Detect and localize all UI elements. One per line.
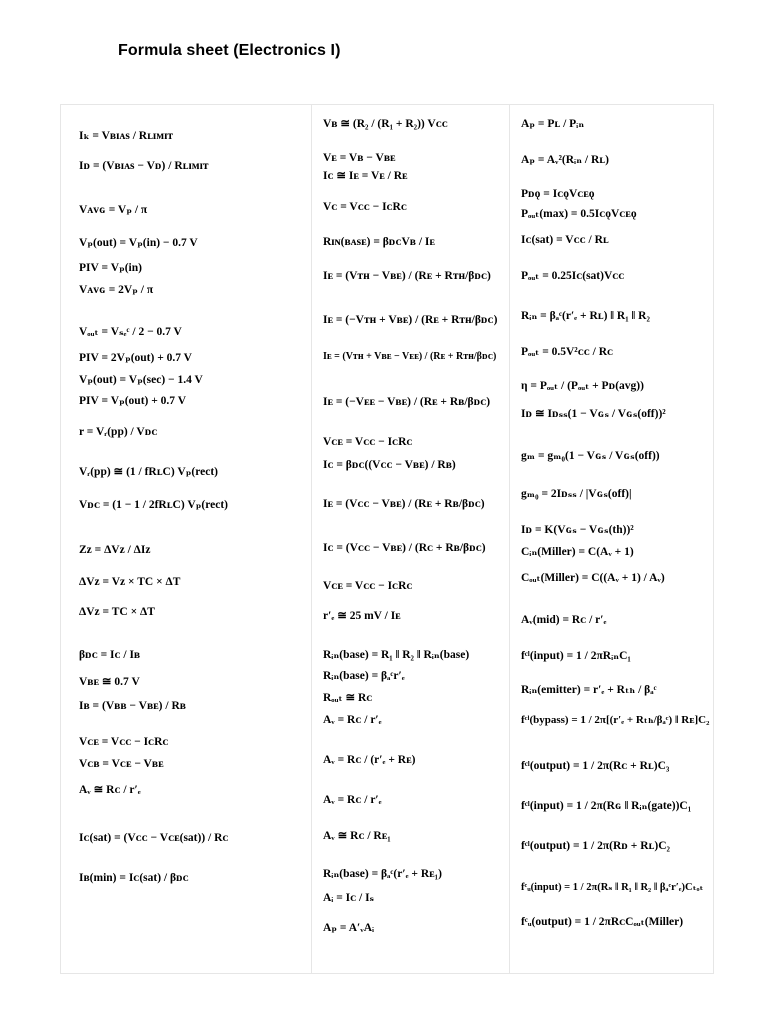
formula-3-6: Pₒᵤₜ = 0.25Iᴄ(sat)Vᴄᴄ xyxy=(521,270,625,282)
formula-3-5: Iᴄ(sat) = Vᴄᴄ / Rʟ xyxy=(521,234,609,246)
formula-2-16: Rᵢₙ(base) = R₁ ‖ R₂ ‖ Rᵢₙ(base) xyxy=(323,649,470,661)
formula-1-17: βᴅᴄ = Iᴄ / Iʙ xyxy=(79,649,141,661)
formula-1-14: Zᴢ = ΔVᴢ / ΔIᴢ xyxy=(79,544,151,556)
formula-2-13: Iᴄ = (Vᴄᴄ − Vʙᴇ) / (Rᴄ + Rʙ/βᴅᴄ) xyxy=(323,542,486,554)
formula-1-18: Vʙᴇ ≅ 0.7 V xyxy=(79,676,140,688)
formula-2-6: Iᴇ = (Vᴛʜ − Vʙᴇ) / (Rᴇ + Rᴛʜ/βᴅᴄ) xyxy=(323,270,491,282)
formula-2-3: Iᴄ ≅ Iᴇ = Vᴇ / Rᴇ xyxy=(323,170,408,182)
formula-3-12: gₘ₀ = 2Iᴅₛₛ / |Vɢₛ(off)| xyxy=(521,488,632,500)
formula-2-2: Vᴇ = Vʙ − Vʙᴇ xyxy=(323,152,396,164)
formula-3-7: Rᵢₙ = βₐᶜ(r′ₑ + Rʟ) ‖ R₁ ‖ R₂ xyxy=(521,310,650,322)
formula-3-21: fᶜˡ(input) = 1 / 2π(Rɢ ‖ Rᵢₙ(gate))C₁ xyxy=(521,800,692,812)
formula-3-9: η = Pₒᵤₜ / (Pₒᵤₜ + Pᴅ(avg)) xyxy=(521,380,644,392)
formula-2-9: Iᴇ = (−Vᴇᴇ − Vʙᴇ) / (Rᴇ + Rʙ/βᴅᴄ) xyxy=(323,396,491,408)
formula-3-19: fᶜˡ(bypass) = 1 / 2π[(r′ₑ + Rₜₕ/βₐᶜ) ‖ Rᴇ]C₂ xyxy=(521,714,710,726)
formula-2-22: Aᵥ ≅ Rᴄ / Rᴇ₁ xyxy=(323,830,391,842)
formula-2-23: Rᵢₙ(base) = βₐᶜ(r′ₑ + Rᴇ₁) xyxy=(323,868,442,880)
formula-3-24: fᶜᵤ(output) = 1 / 2πRᴄCₒᵤₜ(Miller) xyxy=(521,916,684,928)
formula-2-21: Aᵥ = Rᴄ / r′ₑ xyxy=(323,794,382,806)
formula-3-8: Pₒᵤₜ = 0.5V²ᴄᴄ / Rᴄ xyxy=(521,346,614,358)
formula-1-2: Iᴅ = (Vʙɪᴀs − Vᴅ) / Rʟɪᴍɪᴛ xyxy=(79,160,209,172)
formula-3-1: Aₚ = Pʟ / Pᵢₙ xyxy=(521,118,585,130)
page-title: Formula sheet (Electronics I) xyxy=(118,42,341,59)
formula-3-20: fᶜˡ(output) = 1 / 2π(Rᴄ + Rʟ)C₃ xyxy=(521,760,670,772)
formula-column-3 xyxy=(509,105,715,973)
formula-1-13: Vᴅᴄ = (1 − 1 / 2fRʟC) Vₚ(rect) xyxy=(79,499,228,511)
formula-3-2: Aₚ = Aᵥ²(Rᵢₙ / Rʟ) xyxy=(521,154,609,166)
formula-1-23: Iᴄ(sat) = (Vᴄᴄ − Vᴄᴇ(sat)) / Rᴄ xyxy=(79,832,229,844)
formula-1-22: Aᵥ ≅ Rᴄ / r′ₑ xyxy=(79,784,141,796)
formula-3-3: Pᴅǫ = IᴄǫVᴄᴇǫ xyxy=(521,188,595,200)
formula-2-18: Rₒᵤₜ ≅ Rᴄ xyxy=(323,692,373,704)
formula-1-12: Vᵣ(pp) ≅ (1 / fRʟC) Vₚ(rect) xyxy=(79,466,218,478)
formula-1-16: ΔVᴢ = TC × ΔT xyxy=(79,606,155,618)
formula-1-21: Vᴄʙ = Vᴄᴇ − Vʙᴇ xyxy=(79,758,164,770)
formula-1-6: Vᴀᴠɢ = 2Vₚ / π xyxy=(79,284,154,296)
formula-1-3: Vᴀᴠɢ = Vₚ / π xyxy=(79,204,148,216)
formula-2-14: Vᴄᴇ = Vᴄᴄ − IᴄRᴄ xyxy=(323,580,413,592)
formula-table xyxy=(60,104,714,974)
formula-1-9: Vₚ(out) = Vₚ(sec) − 1.4 V xyxy=(79,374,203,386)
formula-2-7: Iᴇ = (−Vᴛʜ + Vʙᴇ) / (Rᴇ + Rᴛʜ/βᴅᴄ) xyxy=(323,314,498,326)
formula-2-25: Aₚ = A′ᵥAᵢ xyxy=(323,922,375,934)
formula-3-16: Aᵥ(mid) = Rᴄ / r′ₑ xyxy=(521,614,607,626)
formula-1-10: PIV = Vₚ(out) + 0.7 V xyxy=(79,395,187,407)
formula-2-15: r′ₑ ≅ 25 mV / Iᴇ xyxy=(323,610,401,622)
formula-3-17: fᶜˡ(input) = 1 / 2πRᵢₙC₁ xyxy=(521,650,631,662)
formula-2-17: Rᵢₙ(base) = βₐᶜr′ₑ xyxy=(323,670,405,682)
formula-2-8: Iᴇ = (Vᴛʜ + Vʙᴇ − Vᴇᴇ) / (Rᴇ + Rᴛʜ/βᴅᴄ) xyxy=(323,351,497,362)
formula-2-5: Rɪɴ(ʙᴀsᴇ) = βᴅᴄVʙ / Iᴇ xyxy=(323,236,435,248)
formula-3-18: Rᵢₙ(emitter) = r′ₑ + Rₜₕ / βₐᶜ xyxy=(521,684,657,696)
formula-1-4: Vₚ(out) = Vₚ(in) − 0.7 V xyxy=(79,237,198,249)
formula-2-4: Vᴄ = Vᴄᴄ − IᴄRᴄ xyxy=(323,201,407,213)
formula-1-5: PIV = Vₚ(in) xyxy=(79,262,142,274)
formula-3-23: fᶜᵤ(input) = 1 / 2π(Rₛ ‖ R₁ ‖ R₂ ‖ βₐᶜr′ₑ)Cₜₒₜ xyxy=(521,882,704,893)
formula-3-22: fᶜˡ(output) = 1 / 2π(Rᴅ + Rʟ)C₂ xyxy=(521,840,670,852)
formula-column-1 xyxy=(61,105,312,973)
formula-1-20: Vᴄᴇ = Vᴄᴄ − IᴄRᴄ xyxy=(79,736,169,748)
formula-2-20: Aᵥ = Rᴄ / (r′ₑ + Rᴇ) xyxy=(323,754,416,766)
formula-1-15: ΔVᴢ = Vᴢ × TC × ΔT xyxy=(79,576,181,588)
formula-3-4: Pₒᵤₜ(max) = 0.5IᴄǫVᴄᴇǫ xyxy=(521,208,637,220)
formula-1-19: Iʙ = (Vʙʙ − Vʙᴇ) / Rʙ xyxy=(79,700,186,712)
formula-1-11: r = Vᵣ(pp) / Vᴅᴄ xyxy=(79,426,158,438)
formula-1-8: PIV = 2Vₚ(out) + 0.7 V xyxy=(79,352,192,364)
formula-3-14: Cᵢₙ(Miller) = C(Aᵥ + 1) xyxy=(521,546,634,558)
formula-3-11: gₘ = gₘ₀(1 − Vɢₛ / Vɢₛ(off)) xyxy=(521,450,660,462)
formula-2-19: Aᵥ = Rᴄ / r′ₑ xyxy=(323,714,382,726)
formula-3-15: Cₒᵤₜ(Miller) = C((Aᵥ + 1) / Aᵥ) xyxy=(521,572,665,584)
formula-1-24: Iʙ(min) = Iᴄ(sat) / βᴅᴄ xyxy=(79,872,189,884)
formula-column-2 xyxy=(311,105,510,973)
formula-3-13: Iᴅ = K(Vɢₛ − Vɢₛ(th))² xyxy=(521,524,634,536)
formula-2-1: Vʙ ≅ (R₂ / (R₁ + R₂)) Vᴄᴄ xyxy=(323,118,448,130)
formula-2-10: Vᴄᴇ = Vᴄᴄ − IᴄRᴄ xyxy=(323,436,413,448)
formula-1-1: Iₖ = Vʙɪᴀs / Rʟɪᴍɪᴛ xyxy=(79,130,174,142)
formula-2-24: Aᵢ = Iᴄ / Iₛ xyxy=(323,892,375,904)
formula-1-7: Vₒᵤₜ = Vₛₑᶜ / 2 − 0.7 V xyxy=(79,326,182,338)
formula-3-10: Iᴅ ≅ Iᴅₛₛ(1 − Vɢₛ / Vɢₛ(off))² xyxy=(521,408,666,420)
formula-2-11: Iᴄ = βᴅᴄ((Vᴄᴄ − Vʙᴇ) / Rʙ) xyxy=(323,459,456,471)
formula-2-12: Iᴇ = (Vᴄᴄ − Vʙᴇ) / (Rᴇ + Rʙ/βᴅᴄ) xyxy=(323,498,485,510)
